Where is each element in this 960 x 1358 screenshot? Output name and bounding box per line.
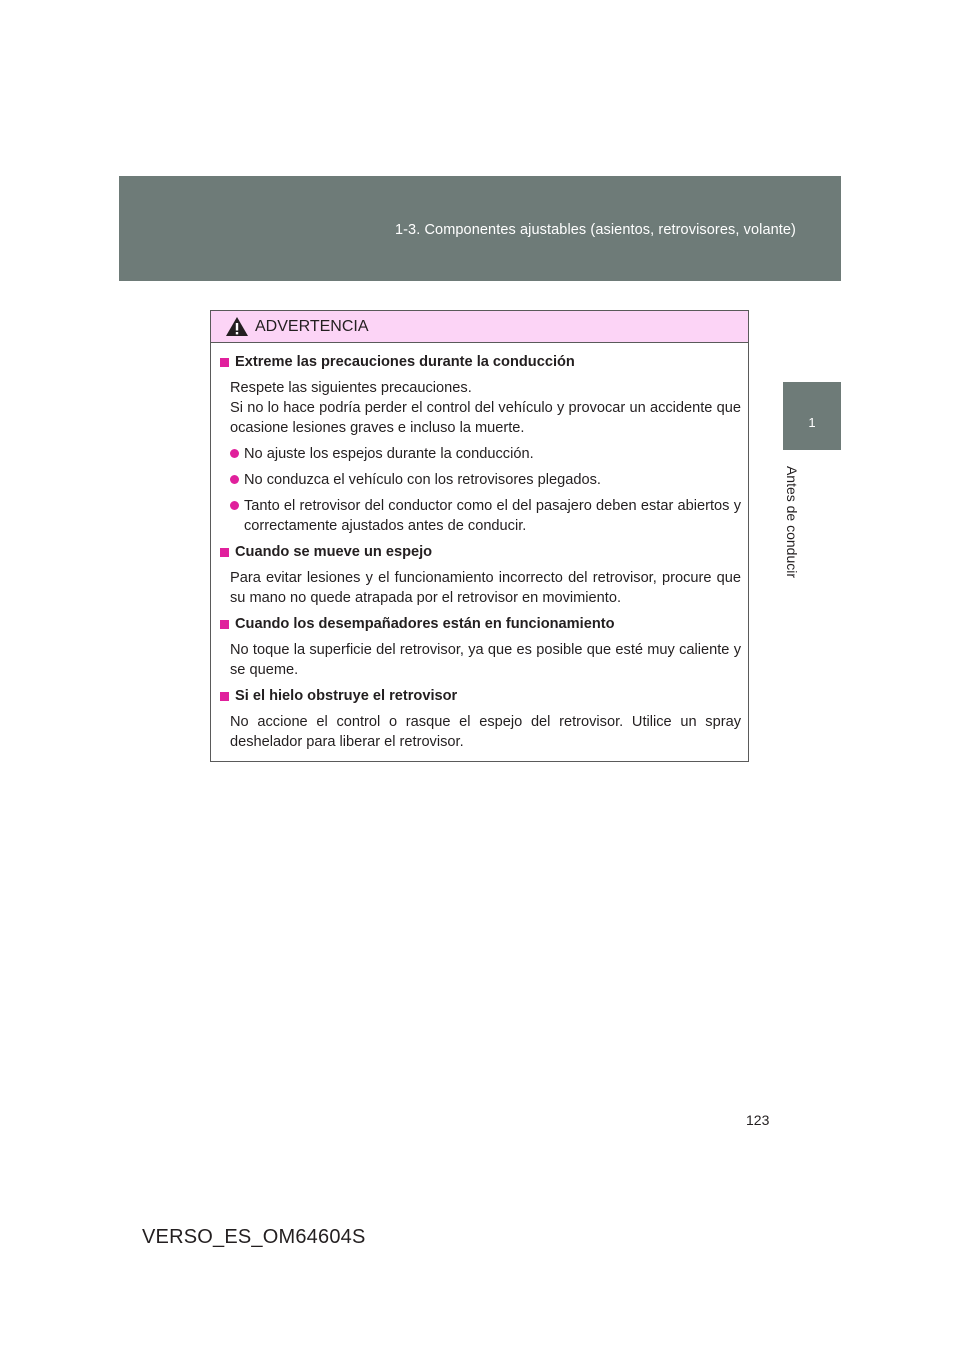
section-marker-icon	[220, 692, 229, 701]
document-code: VERSO_ES_OM64604S	[142, 1226, 366, 1248]
warning-body	[211, 343, 748, 752]
warning-box	[210, 310, 749, 762]
section-title: 1-3. Componentes ajustables (asientos, retrovisores, volante)	[394, 222, 796, 238]
bullet-item: No ajuste los espejos durante la conducción.	[230, 444, 741, 464]
warning-section	[220, 542, 741, 608]
warning-section	[220, 686, 741, 752]
bullet-item: Tanto el retrovisor del conductor como el del pasajero deben estar abiertos y correctamente ajustados antes de conducir.	[230, 496, 741, 536]
paragraph: Si no lo hace podría perder el control del vehículo y provocar un accidente que ocasione lesiones graves e incluso la muerte.	[230, 400, 741, 436]
warning-section	[220, 614, 741, 680]
paragraph: No accione el control o rasque el espejo del retrovisor. Utilice un spray deshelador para liberar el retrovisor.	[230, 714, 741, 750]
chapter-label-text: Antes de conducir	[784, 465, 800, 579]
warning-title: ADVERTENCIA	[255, 318, 369, 335]
paragraph: Para evitar lesiones y el funcionamiento incorrecto del retrovisor, procure que su mano no quede atrapada por el retrovisor en movimiento.	[230, 570, 741, 606]
chapter-tab	[783, 382, 841, 450]
page-number: 123	[746, 1112, 770, 1128]
bullet-item: No conduzca el vehículo con los retrovisores plegados.	[230, 470, 741, 490]
section-heading: Cuando se mueve un espejo	[235, 544, 433, 560]
chapter-header	[119, 176, 841, 281]
chapter-label	[782, 458, 802, 586]
warning-header	[211, 311, 748, 343]
section-marker-icon	[220, 548, 229, 557]
bullet-dot-icon	[230, 501, 239, 510]
section-heading: Cuando los desempañadores están en funcionamiento	[235, 616, 615, 632]
chapter-number: 1	[808, 415, 816, 430]
section-marker-icon	[220, 358, 229, 367]
bullet-dot-icon	[230, 475, 239, 484]
bullet-dot-icon	[230, 449, 239, 458]
section-heading: Extreme las precauciones durante la conducción	[235, 354, 575, 370]
section-heading: Si el hielo obstruye el retrovisor	[235, 688, 458, 704]
paragraph: No toque la superficie del retrovisor, ya que es posible que esté muy caliente y se queme.	[230, 642, 741, 678]
section-marker-icon	[220, 620, 229, 629]
warning-section	[220, 352, 741, 536]
warning-triangle-icon	[225, 316, 249, 337]
paragraph: Respete las siguientes precauciones.	[230, 380, 472, 396]
